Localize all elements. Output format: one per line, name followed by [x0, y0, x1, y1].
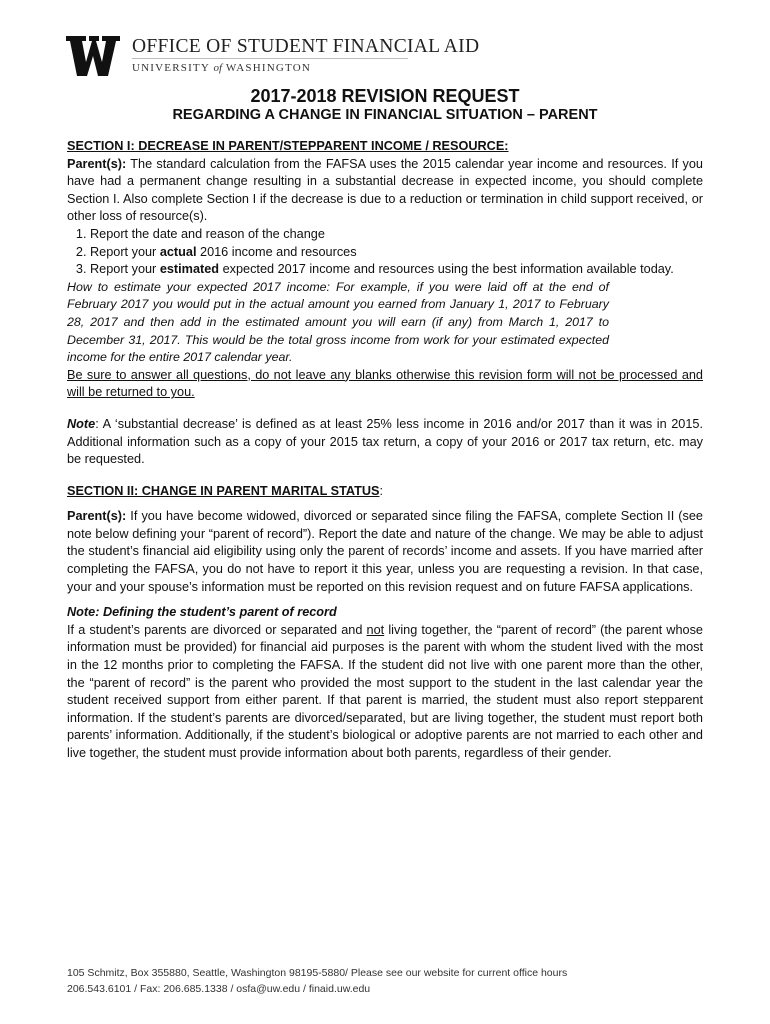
office-name: OFFICE OF STUDENT FINANCIAL AID: [132, 36, 480, 57]
parent-of-record-heading: Note: Defining the student’s parent of record: [67, 605, 337, 620]
section1-heading: SECTION I: DECREASE IN PARENT/STEPPARENT INCOME / RESOURCE:: [67, 139, 509, 153]
document-title: 2017-2018 REVISION REQUEST: [250, 86, 520, 106]
section1-steps: [67, 226, 703, 279]
uw-w-logo-icon: [66, 36, 120, 76]
step-2: 2. Report your actual 2016 income and resources: [90, 244, 703, 262]
income-estimate-example: How to estimate your expected 2017 income: For example, if you were laid off at the end of February 2017 you would put in the actual amount you earned from January 1, 2017 to February 28, 2017 and then add in the estimated amount you will earn (if any) from March 1, 2017 to December 31, 2017. This would be the total gross income from work for your estimated expected income for the entire 2017 calendar year.: [67, 279, 609, 365]
completion-warning: Be sure to answer all questions, do not leave any blanks otherwise this revision form will not be processed and will be returned to you.: [67, 367, 703, 400]
document-subtitle: REGARDING A CHANGE IN FINANCIAL SITUATION – PARENT: [172, 107, 598, 123]
step-1: 1. Report the date and reason of the change: [90, 226, 703, 244]
document-body: [67, 138, 703, 763]
section2-heading: SECTION II: CHANGE IN PARENT MARITAL STATUS:: [67, 483, 384, 498]
substantial-decrease-note: Note: A ‘substantial decrease’ is defined as at least 25% less income in 2016 and/or 2017 than it was in 2015. Additional information such as a copy of your 2015 tax return, a copy of your 2016 or 2017 tax return, etc. may be requested.: [67, 416, 703, 467]
letterhead: [66, 36, 480, 78]
footer-address: 105 Schmitz, Box 355880, Seattle, Washington 98195-5880/ Please see our website for current office hours: [67, 967, 568, 979]
header-rule: [132, 58, 408, 59]
section2-intro: Parent(s): If you have become widowed, divorced or separated since filing the FAFSA, complete Section II (see note below defining your “parent of record”). Report the date and nature of the change. We may be able to adjust the student’s financial aid eligibility using only the parent of records’ income and assets. If you have married after completing the FAFSA, you do not have to report it this year, unless you are requesting a revision. In that case, your and your spouse’s information must be reported on this revision request and on future FAFSA applications.: [67, 509, 703, 594]
footer-contact: 206.543.6101 / Fax: 206.685.1338 / osfa@uw.edu / finaid.uw.edu: [67, 982, 371, 995]
parent-of-record-text: If a student’s parents are divorced or separated and not living together, the “parent of record” (the parent whose information must be provided) for financial aid purposes is the parent with whom the student lived with the most in the 12 months prior to completing the FAFSA. If the student did not live with one parent more than the other, the “parent of record” is the parent who provided the most support to the student in the last calendar year the student received support from either parent. If that parent is married, the student must also report stepparent information. If the student’s parents are divorced/separated, but are living together, the student must report both parents’ information. Additionally, if the student’s biological or adoptive parents are not married to each other and live together, the student must provide information about both parents, regardless of their gender.: [67, 622, 703, 760]
section1-intro: Parent(s): The standard calculation from the FAFSA uses the 2015 calendar year income and resources. If you have had a permanent change resulting in a substantial decrease in expected income, you should complete Section I. Also complete Section I if the decrease is due to a reduction or termination in child support received, or other loss of resource(s).: [67, 156, 703, 224]
step-3: 3. Report your estimated expected 2017 income and resources using the best information available today.: [90, 261, 703, 279]
footer: [67, 966, 567, 997]
university-name: UNIVERSITY of WASHINGTON: [132, 62, 312, 74]
